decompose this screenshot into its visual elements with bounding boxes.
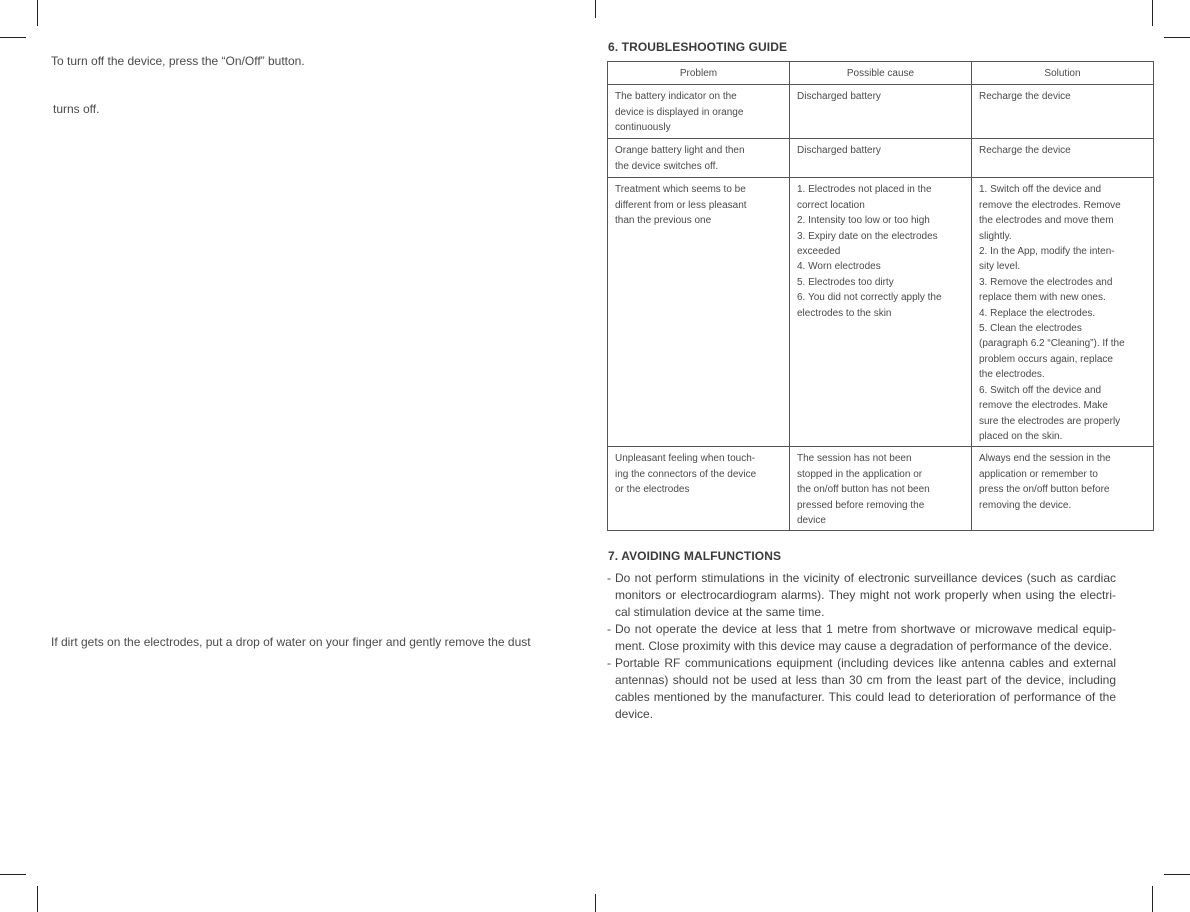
cell-line: stopped in the application or <box>797 468 923 480</box>
troubleshooting-table <box>607 61 1154 531</box>
cell-solution <box>972 139 1154 178</box>
cell-solution <box>972 178 1154 447</box>
cell-line: press the on/off button before <box>979 484 1110 496</box>
cell-cause <box>790 85 972 139</box>
cell-line: 5. Electrodes too dirty <box>797 276 894 288</box>
cell-line: 2. Intensity too low or too high <box>797 215 930 227</box>
table-row <box>608 447 1154 531</box>
malfunction-item <box>607 621 1116 655</box>
cell-line: correct location <box>797 199 865 211</box>
cell-line: 5. Clean the electrodes <box>979 323 1082 335</box>
cell-line: the electrodes and move them <box>979 215 1114 227</box>
bullet-dash: - <box>607 571 611 586</box>
malfunction-text: Do not operate the device at less that 1 metre from shortwave or microwave medical equip-ment. Close proximity with this device may cause a degradation of performance of the device. <box>615 622 1116 654</box>
crop-mark <box>595 0 596 18</box>
cell-line: than the previous one <box>615 215 712 227</box>
cell-line: device <box>797 514 826 526</box>
cell-line: continuously <box>615 122 671 134</box>
cell-line: 6. You did not correctly apply the <box>797 292 942 304</box>
cell-cause <box>790 447 972 531</box>
cell-line: sure the electrodes are properly <box>979 415 1121 427</box>
table-row <box>608 85 1154 139</box>
cell-line: remove the electrodes. Make <box>979 400 1108 412</box>
crop-mark <box>595 894 596 912</box>
cell-line: remove the electrodes. Remove <box>979 199 1121 211</box>
malfunctions-list <box>607 570 1116 723</box>
header-possible-cause: Possible cause <box>790 62 972 85</box>
cell-line: 1. Electrodes not placed in the <box>797 184 932 196</box>
cell-line: device is displayed in orange <box>615 106 744 118</box>
cell-line: Recharge the device <box>979 145 1071 157</box>
cell-line: Discharged battery <box>797 145 881 157</box>
cell-solution <box>972 85 1154 139</box>
cell-line: 3. Expiry date on the electrodes <box>797 230 938 242</box>
cell-problem <box>608 447 790 531</box>
cell-line: sity level. <box>979 261 1021 273</box>
crop-mark <box>1152 0 1153 26</box>
cell-line: Always end the session in the <box>979 453 1111 465</box>
left-text-line: To turn off the device, press the “On/Off” button. <box>51 54 305 68</box>
malfunction-text: Portable RF communications equipment (including devices like antenna cables and external antennas) should not be used at less than 30 cm from the least part of the device, including cables mentioned by the manufacturer. This could lead to deterioration of performance of the device. <box>615 656 1116 722</box>
header-problem: Problem <box>608 62 790 85</box>
left-text-line: turns off. <box>53 102 100 116</box>
cell-line: 4. Worn electrodes <box>797 261 881 273</box>
malfunction-text: Do not perform stimulations in the vicinity of electronic surveillance devices (such as cardiac monitors or electrocardiogram alarms). They might not work properly when using the electri-cal stimulation device at the same time. <box>615 571 1116 620</box>
left-text-line: If dirt gets on the electrodes, put a drop of water on your finger and gently remove the dust <box>51 635 531 649</box>
cell-line: Treatment which seems to be <box>615 184 746 196</box>
cell-line: or the electrodes <box>615 484 690 496</box>
cell-problem <box>608 178 790 447</box>
cell-line: different from or less pleasant <box>615 199 747 211</box>
cell-problem <box>608 85 790 139</box>
cell-line: replace them with new ones. <box>979 292 1106 304</box>
bullet-dash: - <box>607 656 611 671</box>
cell-line: The battery indicator on the <box>615 91 737 103</box>
crop-mark <box>37 886 38 912</box>
crop-mark <box>0 37 26 38</box>
malfunctions-title: 7. AVOIDING MALFUNCTIONS <box>608 549 782 564</box>
cell-line: electrodes to the skin <box>797 307 892 319</box>
cell-line: the on/off button has not been <box>797 484 930 496</box>
right-page <box>607 40 1125 723</box>
cell-line: pressed before removing the <box>797 499 925 511</box>
bullet-dash: - <box>607 622 611 637</box>
cell-line: 3. Remove the electrodes and <box>979 276 1113 288</box>
cell-line: 2. In the App, modify the inten- <box>979 246 1115 258</box>
cell-line: Discharged battery <box>797 91 881 103</box>
cell-cause <box>790 139 972 178</box>
header-solution: Solution <box>972 62 1154 85</box>
crop-mark <box>1164 37 1190 38</box>
cell-line: application or remember to <box>979 468 1098 480</box>
cell-line: placed on the skin. <box>979 430 1063 442</box>
cell-problem <box>608 139 790 178</box>
cell-line: 1. Switch off the device and <box>979 184 1102 196</box>
cell-line: 6. Switch off the device and <box>979 384 1102 396</box>
troubleshooting-title: 6. TROUBLESHOOTING GUIDE <box>608 40 788 54</box>
malfunction-item <box>607 570 1116 621</box>
table-header-row <box>608 62 1154 85</box>
cell-line: Unpleasant feeling when touch- <box>615 453 756 465</box>
cell-line: Orange battery light and then <box>615 145 745 157</box>
table-row <box>608 139 1154 178</box>
crop-mark <box>0 874 26 875</box>
cell-line: removing the device. <box>979 499 1072 511</box>
cell-cause <box>790 178 972 447</box>
cell-line: Recharge the device <box>979 91 1071 103</box>
cell-line: (paragraph 6.2 “Cleaning”). If the <box>979 338 1125 350</box>
cell-line: ing the connectors of the device <box>615 468 757 480</box>
cell-line: slightly. <box>979 230 1012 242</box>
crop-mark <box>1164 874 1190 875</box>
table-row <box>608 178 1154 447</box>
crop-mark <box>37 0 38 26</box>
cell-line: the electrodes. <box>979 369 1045 381</box>
cell-line: problem occurs again, replace <box>979 353 1113 365</box>
cell-line: 4. Replace the electrodes. <box>979 307 1096 319</box>
cell-line: the device switches off. <box>615 160 719 172</box>
cell-line: The session has not been <box>797 453 912 465</box>
malfunction-item <box>607 655 1116 723</box>
cell-line: exceeded <box>797 246 841 258</box>
cell-solution <box>972 447 1154 531</box>
crop-mark <box>1152 886 1153 912</box>
